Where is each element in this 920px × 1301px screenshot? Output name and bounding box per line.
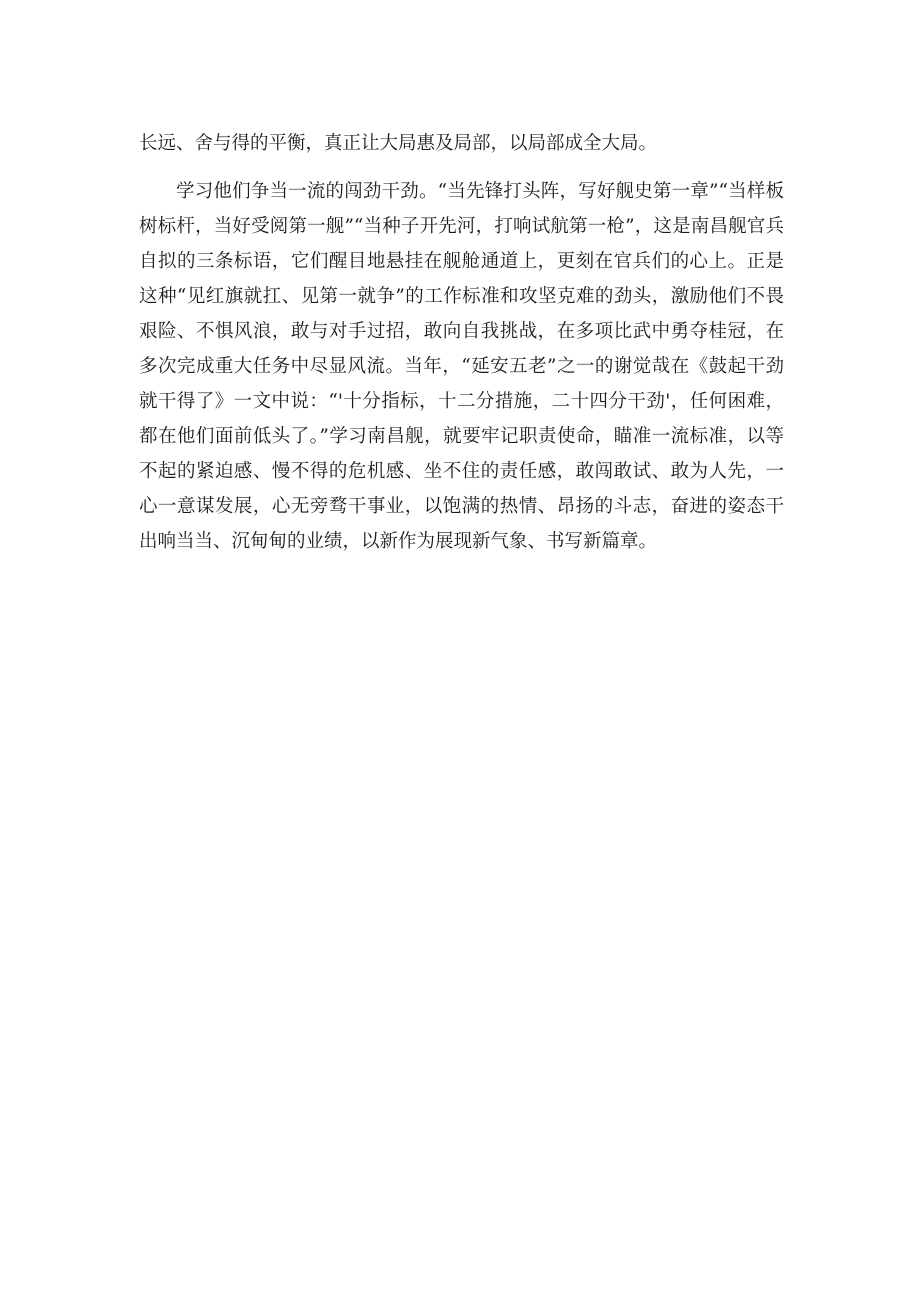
paragraph-continuation: 长远、舍与得的平衡，真正让大局惠及局部，以局部成全大局。 (139, 133, 658, 154)
document-body (139, 126, 784, 559)
paragraph-study-drive: 学习他们争当一流的闯劲干劲。“当先锋打头阵，写好舰史第一章”“当样板树标杆，当好受阅第一舰”“当种子开先河，打响试航第一枪”，这是南昌舰官兵自拟的三条标语，它们醒目地悬挂在舰舱通道上，更刻在官兵们的心上。正是这种“见红旗就扛、见第一就争”的工作标准和攻坚克难的劲头，激励他们不畏艰险、不惧风浪，敢与对手过招，敢向自我挑战，在多项比武中勇夺桂冠，在多次完成重大任务中尽显风流。当年，“延安五老”之一的谢觉哉在《鼓起干劲就干得了》一文中说：“'十分指标，十二分措施，二十四分干劲'，任何困难，都在他们面前低头了。”学习南昌舰，就要牢记职责使命，瞄准一流标准，以等不起的紧迫感、慢不得的危机感、坐不住的责任感，敢闯敢试、敢为人先，一心一意谋发展，心无旁骛干事业，以饱满的热情、昂扬的斗志，奋进的姿态干出响当当、沉甸甸的业绩，以新作为展现新气象、书写新篇章。 (139, 181, 784, 552)
